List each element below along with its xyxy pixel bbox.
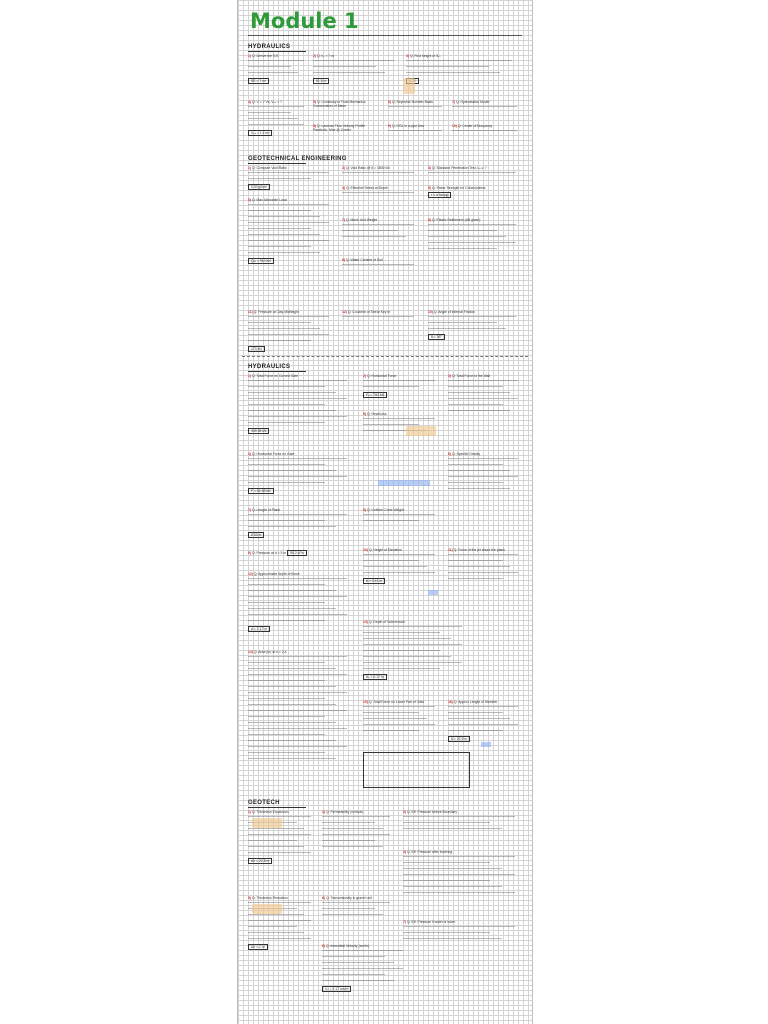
problem-number: 8) xyxy=(322,944,326,948)
problem-g2 xyxy=(342,166,422,176)
problem-number: 7) xyxy=(403,920,407,924)
problem-number: 4) xyxy=(403,850,407,854)
problem-number: 7) xyxy=(342,218,346,222)
problem-h7 xyxy=(452,100,524,110)
problem-number: 13) xyxy=(363,620,368,624)
problem-text: Q: Continuity in Fluid Mechanics xyxy=(316,100,366,104)
problem-number: 16) xyxy=(448,700,453,704)
problem-number: 2) xyxy=(322,810,326,814)
problem-number: 1) xyxy=(248,374,252,378)
problem-number: 10) xyxy=(452,124,457,128)
problem-k15 xyxy=(363,700,443,734)
problem-text: Q: Shear Strength for Cohesionless xyxy=(431,186,486,190)
problem-text: Q: Area (m) at n = 2.4 xyxy=(253,650,287,654)
problem-number: 6) xyxy=(248,198,252,202)
section-heading-hydraulics-2: HYDRAULICS xyxy=(248,364,306,372)
problem-number: 7) xyxy=(248,508,252,512)
problem-text: Q: Approx Length of Member xyxy=(453,700,498,704)
problem-text: Q: Approximate depth of flume xyxy=(253,572,300,576)
problem-k6 xyxy=(448,452,526,492)
problem-number: 15) xyxy=(363,700,368,704)
problem-text: Q: Coulomb of Shear Key in xyxy=(347,310,391,314)
problem-text: Q: Total Force to the Wall xyxy=(451,374,491,378)
highlight-mark xyxy=(481,742,491,747)
problem-t6 xyxy=(322,896,398,918)
problem-number: 6) xyxy=(322,896,326,900)
problem-k3 xyxy=(448,374,526,414)
problem-number: 5) xyxy=(248,896,252,900)
problem-g10 xyxy=(428,310,526,340)
problem-number: 3) xyxy=(403,810,407,814)
problem-k10 xyxy=(363,548,443,584)
problem-number: 4) xyxy=(248,100,252,104)
problem-number: 1) xyxy=(248,54,252,58)
problem-number: 5) xyxy=(428,186,432,190)
problem-text: Q: Pressure at Clay Midheight xyxy=(253,310,299,314)
problem-g6 xyxy=(248,198,338,264)
answer-box: 0.30 g/cm³ xyxy=(248,184,270,190)
problem-text: Q: Void Ratio @ 6 = 1800 kN xyxy=(345,166,390,170)
section-heading-geotech: GEOTECH xyxy=(248,800,306,808)
problem-text: Q: Plastic Settlement (AB given) xyxy=(431,218,481,222)
problem-text: Q: Pressure at d = 5 m xyxy=(251,551,287,555)
problem-text: Q: Depth of Submersion xyxy=(368,620,406,624)
answer-box: 58.2 kPa xyxy=(287,550,306,556)
problem-t3 xyxy=(403,810,527,832)
problem-text: Q: Laminar Flow Velocity Profile xyxy=(316,124,366,128)
problem-text: Q: Head loss xyxy=(366,412,387,416)
problem-number: 3) xyxy=(448,374,452,378)
problem-number: 9) xyxy=(388,124,392,128)
problem-number: 2) xyxy=(342,166,346,170)
problem-h9 xyxy=(388,124,448,134)
problem-g11 xyxy=(248,310,338,352)
problem-h3 xyxy=(406,54,524,84)
reference-table xyxy=(363,752,470,788)
problem-text: Q: Compute Void Ratio xyxy=(251,166,287,170)
problem-text: Q: V = ? Vs, Vₚₑ = ? xyxy=(251,100,283,104)
problem-number: 8) xyxy=(313,124,317,128)
problem-number: 9) xyxy=(248,551,252,555)
problem-k2 xyxy=(363,374,443,398)
problem-h4 xyxy=(248,100,310,136)
problem-number: 2) xyxy=(313,54,317,58)
answer-box: Δh = 1 m xyxy=(248,944,268,950)
problem-number: 6) xyxy=(448,452,452,456)
problem-text: Q: Mesh Unit Weight xyxy=(345,218,378,222)
section-divider xyxy=(242,356,528,357)
problem-t8 xyxy=(322,944,412,992)
answer-box: 8 = 22.9 m xyxy=(448,736,470,742)
problem-number: 9) xyxy=(342,258,346,262)
problem-text: Q: Angle of Internal Friction xyxy=(433,310,475,314)
problem-h10 xyxy=(452,124,524,134)
problem-k11 xyxy=(448,548,526,582)
problem-g12 xyxy=(342,310,422,320)
problem-text: Q: Find height of Sₚᵣ xyxy=(409,54,441,58)
problem-number: 6) xyxy=(388,100,392,104)
answer-box: 170 kN xyxy=(248,346,265,352)
problem-text: Q: Permeability (vertical) xyxy=(325,810,364,814)
problem-k14 xyxy=(248,650,358,762)
problem-number: 5) xyxy=(363,412,367,416)
title-underline xyxy=(248,35,522,36)
problem-text: Q: Max Allowable Load xyxy=(251,198,287,202)
problem-text: Q: Hydrostatics Model xyxy=(455,100,490,104)
problem-number: 10) xyxy=(363,548,368,552)
highlight-mark xyxy=(403,78,415,94)
problem-k13 xyxy=(363,620,473,680)
problem-number: 10) xyxy=(428,310,433,314)
highlight-mark xyxy=(378,480,430,486)
answer-box: 61.5 m xyxy=(313,78,329,84)
problem-text: Q: Derive the S.E. xyxy=(251,54,280,58)
problem-number: 7) xyxy=(452,100,456,104)
problem-number: 8) xyxy=(428,218,432,222)
problem-text: Q: Eff. Pressure before Boundary xyxy=(406,810,458,814)
problem-text: Q: Center of Buoyancy xyxy=(457,124,493,128)
page-title: Module 1 xyxy=(250,9,359,33)
problem-g8 xyxy=(428,218,526,252)
problem-text: Q: Eff. Pressure if water is lower xyxy=(406,920,456,924)
problem-number: 12) xyxy=(248,572,253,576)
problem-k4 xyxy=(248,452,358,494)
problem-text: Q: HGL in a pipe flow xyxy=(391,124,425,128)
problem-h1 xyxy=(248,54,310,84)
problem-t2 xyxy=(322,810,398,850)
problem-g7 xyxy=(342,218,422,240)
problem-k16 xyxy=(448,700,526,742)
problem-text: Q: Thickness Expansion xyxy=(251,810,289,814)
answer-box: Vₛ = 0.17 cm/hr xyxy=(322,986,351,992)
problem-h6 xyxy=(388,100,448,110)
problem-text: Q: Transmissivity in gravel unit xyxy=(325,896,372,900)
answer-box: Vₚₑ = 1.4 m³ xyxy=(248,130,272,136)
problem-number: 1) xyxy=(248,166,252,170)
problem-text: Q: h₁ = ? m xyxy=(316,54,335,58)
problem-text: Q: Length of Plank xyxy=(251,508,281,512)
problem-k1 xyxy=(248,374,358,434)
problem-k8 xyxy=(363,508,443,524)
problem-text: Q: Force of the jet about the plank xyxy=(453,548,505,552)
problem-number: 11) xyxy=(448,548,453,552)
problem-text: Q: Standard Penetration Test, Lₚ ≥ ? xyxy=(431,166,487,170)
section-heading-geotechnical: GEOTECHNICAL ENGINEERING xyxy=(248,156,347,162)
problem-h8 xyxy=(313,124,383,132)
answer-box: 8 = 3.41 m xyxy=(363,578,385,584)
problem-g5 xyxy=(428,186,526,198)
problem-number: 12) xyxy=(342,310,347,314)
problem-number: 5) xyxy=(313,100,317,104)
highlight-mark xyxy=(406,426,436,436)
problem-text: Q: Uniform Crest Weight xyxy=(366,508,404,512)
problem-g3 xyxy=(428,166,526,176)
problem-number: 14) xyxy=(248,650,253,654)
problem-text: Q: Total Force on Curved Gate xyxy=(251,374,299,378)
highlight-mark xyxy=(428,590,438,595)
answer-box: 5.53 m xyxy=(248,532,264,538)
problem-text: Q: Reynolds Number Basis xyxy=(391,100,433,104)
problem-text: Q: Thickness Reduction xyxy=(251,896,288,900)
problem-number: 4) xyxy=(248,452,252,456)
notes-sheet xyxy=(237,0,533,1024)
problem-h2 xyxy=(313,54,403,84)
problem-number: 11) xyxy=(248,310,253,314)
answer-box: τ = σ tan(φ) xyxy=(428,192,451,198)
problem-number: 4) xyxy=(342,186,346,190)
section-heading-hydraulics: HYDRAULICS xyxy=(248,44,306,52)
answer-box: θ = 55° xyxy=(428,334,445,340)
problem-text: Q: Total Force on Lower Part of Gate xyxy=(368,700,425,704)
problem-text: Q: Interstitial Velocity (cm/hr) xyxy=(325,944,370,948)
problem-k9 xyxy=(248,548,358,556)
answer-box: Aₛ = 0.17 m xyxy=(363,674,387,680)
highlight-mark xyxy=(252,818,282,828)
answer-box: F = 61.98 kN xyxy=(248,488,274,494)
problem-text: Q: Water Content of Soil xyxy=(345,258,383,262)
problem-t7 xyxy=(403,920,527,942)
problem-g9 xyxy=(342,258,422,268)
problem-t4 xyxy=(403,850,527,896)
problem-number: 8) xyxy=(363,508,367,512)
answer-box: Qₐₗₗ = 910 kN xyxy=(248,258,274,264)
answer-text: Conservation of Mass xyxy=(313,104,346,108)
problem-text: Q: Horizontal Force on Gate xyxy=(251,452,295,456)
problem-g4 xyxy=(342,186,422,196)
problem-k12 xyxy=(248,572,358,632)
problem-k7 xyxy=(248,508,358,538)
answer-box: Fₕ = 753 kN xyxy=(363,392,387,398)
problem-g1 xyxy=(248,166,338,190)
highlight-mark xyxy=(252,904,282,914)
answer-text: Parabolic, Max @ Center xyxy=(313,128,351,132)
problem-number: 1) xyxy=(248,810,252,814)
problem-text: Q: Specific Gravity xyxy=(451,452,481,456)
problem-number: 3) xyxy=(428,166,432,170)
problem-text: Q: Eff. Pressure after lowering xyxy=(406,850,453,854)
problem-number: 3) xyxy=(406,54,410,58)
problem-number: 2) xyxy=(363,374,367,378)
answer-box: SE = 7 m² xyxy=(248,78,269,84)
answer-box: d = 1.17 m xyxy=(248,626,270,632)
problem-text: Q: Height of Elevation xyxy=(368,548,402,552)
problem-text: Q: Horizontal Force xyxy=(366,374,397,378)
answer-box: Δh = 22.8 m xyxy=(248,858,272,864)
answer-box: 349.98 kN xyxy=(248,428,269,434)
problem-h5 xyxy=(313,100,383,108)
problem-text: Q: Effective Stress at Depth xyxy=(345,186,388,190)
